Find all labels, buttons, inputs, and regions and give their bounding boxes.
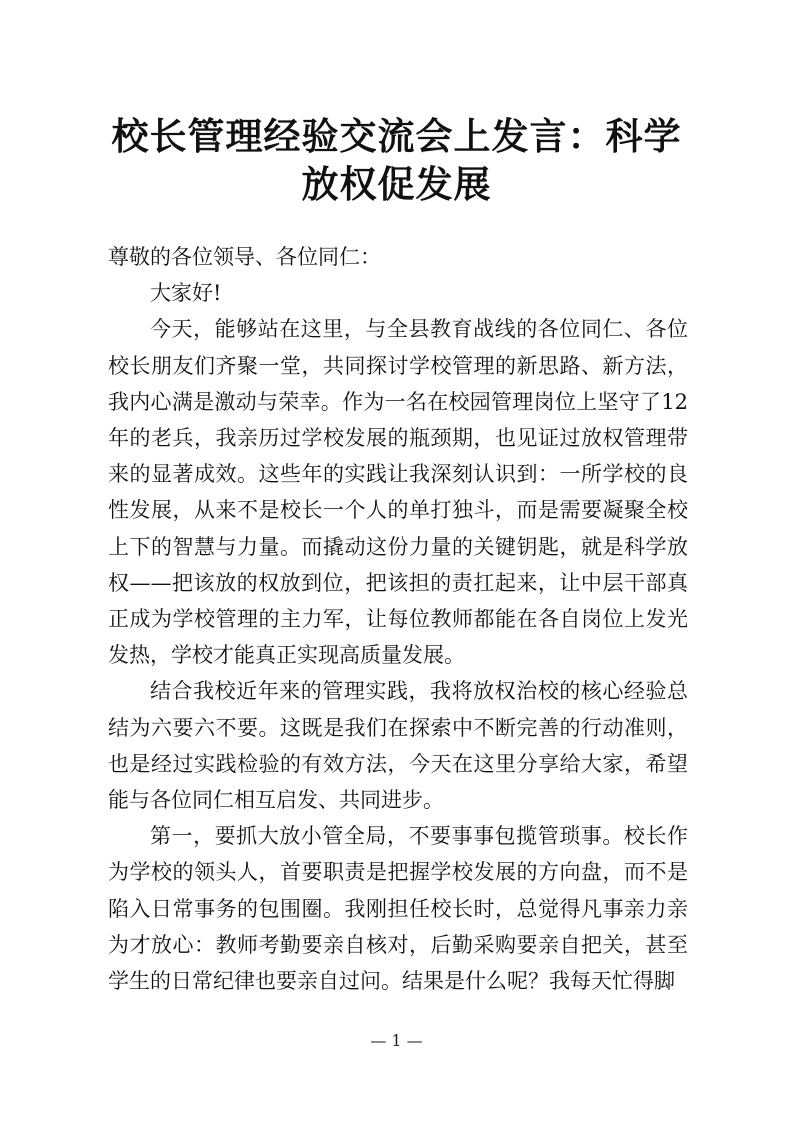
salutation-paragraph: 尊敬的各位领导、各位同仁： xyxy=(108,245,381,269)
body-paragraph: 今天，能够站在这里，与全县教育战线的各位同仁、各位校长朋友们齐聚一堂，共同探讨学校管理的新思路、新方法，我内心满是激动与荣幸。作为一名在校园管理岗位上坚守了12年的老兵，我亲历过学校发展的瓶颈期，也见证过放权管理带来的显著成效。这些年的实践让我深刻认识到：一所学校的良性发展，从来不是校长一个人的单打独斗，而是需要凝聚全校上下的智慧与力量。而撬动这份力量的关键钥匙，就是科学放权——把该放的权放到位，把该担的责扛起来，让中层干部真正成为学校管理的主力军，让每位教师都能在各自岗位上发光发热，学校才能真正实现高质量发展。 xyxy=(108,317,688,668)
document-title: 校长管理经验交流会上发言：科学放权促发展 xyxy=(111,114,682,206)
document-body xyxy=(108,239,688,999)
greeting-paragraph: 大家好! xyxy=(150,281,222,306)
body-paragraph: 结合我校近年来的管理实践，我将放权治校的核心经验总结为六要六不要。这既是我们在探索中不断完善的行动准则，也是经过实践检验的有效方法，今天在这里分享给大家，希望能与各位同仁相互启发、共同进步。 xyxy=(108,679,688,813)
body-paragraph: 第一，要抓大放小管全局，不要事事包揽管琐事。校长作为学校的领头人，首要职责是把握学校发展的方向盘，而不是陷入日常事务的包围圈。我刚担任校长时，总觉得凡事亲力亲为才放心：教师考勤要亲自核对，后勤采购要亲自把关，甚至学生的日常纪律也要亲自过问。结果是什么呢？我每天忙得脚 xyxy=(108,824,688,994)
page-number: — 1 — xyxy=(370,1031,423,1050)
